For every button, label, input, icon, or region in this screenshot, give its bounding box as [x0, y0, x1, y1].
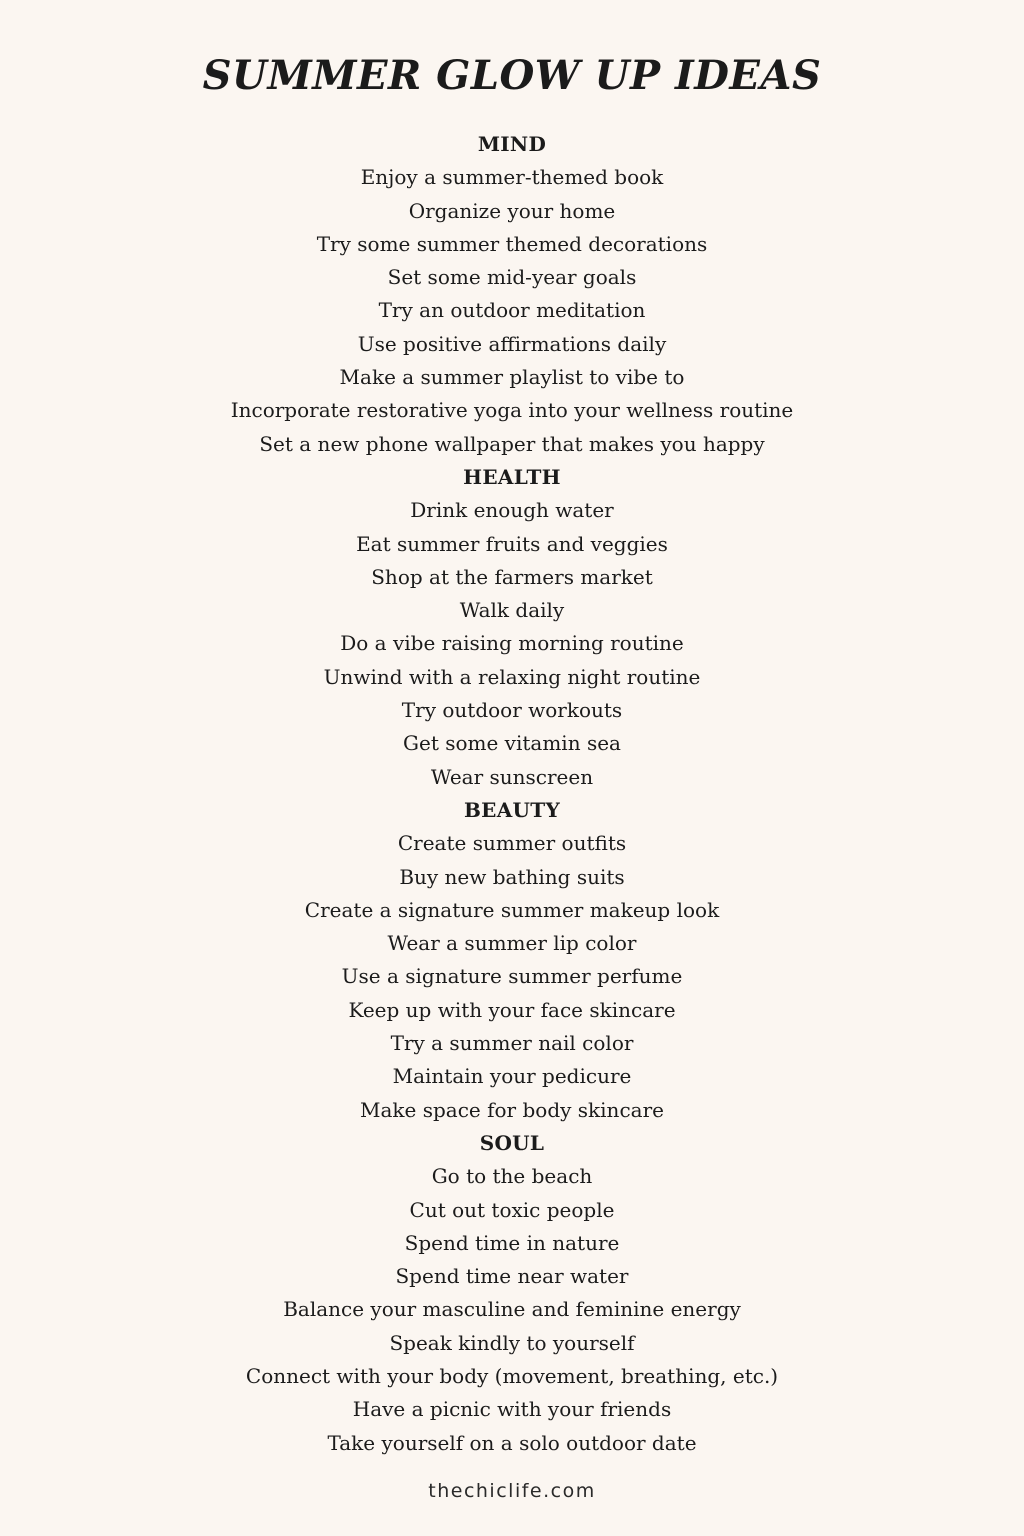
list-item: Get some vitamin sea [403, 731, 621, 756]
list-item: Speak kindly to yourself [389, 1330, 635, 1355]
list-item: Enjoy a summer-themed book [360, 165, 664, 190]
list-item: Try a summer nail color [390, 1031, 634, 1056]
section-beauty [0, 794, 1024, 1127]
list-item: Keep up with your face skincare [348, 997, 676, 1022]
list-item: Try outdoor workouts [401, 698, 623, 723]
list-item: Unwind with a relaxing night routine [323, 664, 701, 689]
list-item: Buy new bathing suits [399, 864, 625, 889]
list-item: Make a summer playlist to vibe to [339, 365, 685, 390]
section-heading: HEALTH [463, 464, 561, 489]
list-item: Try an outdoor meditation [378, 298, 646, 323]
list-item: Make space for body skincare [360, 1097, 664, 1122]
list-item: Create summer outfits [397, 831, 627, 856]
list-item: Spend time in nature [404, 1230, 620, 1255]
list-item: Spend time near water [395, 1264, 629, 1289]
list-item: Create a signature summer makeup look [304, 897, 720, 922]
section-heading: SOUL [479, 1130, 545, 1155]
list-item: Wear a summer lip color [387, 931, 637, 956]
list-item: Walk daily [459, 598, 565, 623]
section-soul [0, 1127, 1024, 1460]
section-health [0, 461, 1024, 794]
list-item: Connect with your body (movement, breathing, etc.) [245, 1363, 779, 1388]
section-heading: BEAUTY [463, 797, 561, 822]
list-item: Use a signature summer perfume [341, 964, 683, 989]
list-item: Incorporate restorative yoga into your wellness routine [230, 398, 794, 423]
list-item: Maintain your pedicure [392, 1064, 632, 1089]
list-item: Use positive affirmations daily [357, 331, 667, 356]
list-item: Have a picnic with your friends [352, 1397, 672, 1422]
ideas-list [0, 128, 1024, 1460]
list-item: Drink enough water [410, 498, 614, 523]
section-mind [0, 128, 1024, 461]
list-item: Set some mid-year goals [387, 265, 637, 290]
list-item: Balance your masculine and feminine energy [283, 1297, 741, 1322]
list-item: Set a new phone wallpaper that makes you happy [259, 431, 765, 456]
list-item: Shop at the farmers market [371, 564, 653, 589]
list-item: Go to the beach [431, 1164, 593, 1189]
list-item: Wear sunscreen [430, 764, 594, 789]
list-item: Take yourself on a solo outdoor date [327, 1430, 697, 1455]
list-item: Cut out toxic people [409, 1197, 615, 1222]
list-item: Try some summer themed decorations [316, 231, 708, 256]
website-footer: thechiclife.com [428, 1480, 596, 1502]
section-heading: MIND [477, 132, 547, 156]
list-item: Eat summer fruits and veggies [356, 531, 668, 556]
list-item: Do a vibe raising morning routine [340, 631, 684, 656]
page-title: SUMMER GLOW UP IDEAS [202, 52, 822, 99]
list-item: Organize your home [408, 198, 616, 223]
